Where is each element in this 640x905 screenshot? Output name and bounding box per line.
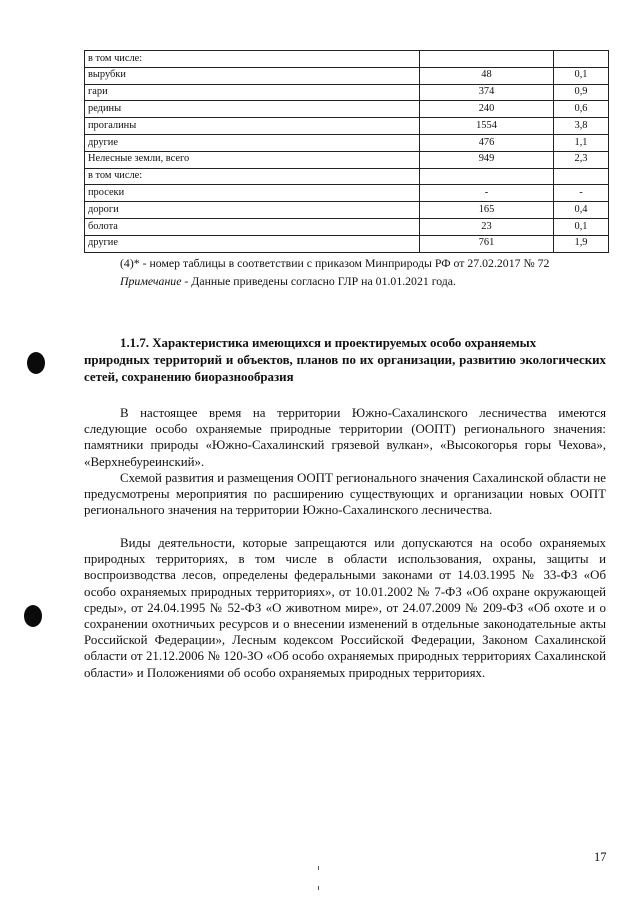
percent-cell: 3,8 xyxy=(554,118,609,135)
table-footnote: (4)* - номер таблицы в соответствии с приказом Минприроды РФ от 27.02.2017 № 72 xyxy=(120,256,550,270)
punch-hole-top xyxy=(27,352,45,374)
paragraph-activities-laws: Виды деятельности, которые запрещаются или допускаются на особо охраняемых природных территориях, в том числе в области использования, охраны, защиты и воспроизводства лесов, определены федеральными законами от 14.03.1995 № 33-ФЗ «Об особо охраняемых природных территориях», от 10.01.2002 № 7-ФЗ «Об охране окружающей среды», от 24.04.1995 № 52-ФЗ «О животном мире», от 24.07.2009 № 209-ФЗ «Об охоте и о сохранении охотничьих ресурсов и о внесении изменений в отдельные законодательные акты Российской Федерации», Лесным кодексом Российской Федерации, Законом Сахалинской области от 21.12.2006 № 120-ЗО «Об особо охраняемых природных территориях Сахалинской области» и Положениями об особо охраняемых природных территориях. xyxy=(84,536,606,680)
category-cell: другие xyxy=(85,235,420,252)
area-cell: - xyxy=(420,185,554,202)
paragraph-development-scheme: Схемой развития и размещения ООПТ регионального значения Сахалинской области не предусмотрены мероприятия по расширению существующих и организации новых ООПТ регионального значения на территории Южно-Сахалинского лесничества. xyxy=(84,471,606,518)
percent-cell xyxy=(554,168,609,185)
section-heading-rest: природных территорий и объектов, планов по их организации, развитию экологических сетей, сохранению биоразнообразия xyxy=(84,353,606,384)
scan-mark xyxy=(318,886,319,890)
remark-text: - Данные приведены согласно ГЛР на 01.01.2021 года. xyxy=(181,274,456,288)
area-cell: 23 xyxy=(420,218,554,235)
category-cell: другие xyxy=(85,134,420,151)
area-cell: 949 xyxy=(420,151,554,168)
percent-cell: 0,1 xyxy=(554,218,609,235)
percent-cell: 1,9 xyxy=(554,235,609,252)
remark-label: Примечание xyxy=(120,274,182,288)
category-cell: редины xyxy=(85,101,420,118)
category-cell: гари xyxy=(85,84,420,101)
page-number: 17 xyxy=(594,850,607,864)
table-row xyxy=(85,218,609,235)
percent-cell: 2,3 xyxy=(554,151,609,168)
section-heading xyxy=(84,335,606,386)
area-cell: 48 xyxy=(420,67,554,84)
category-cell: Нелесные земли, всего xyxy=(85,151,420,168)
table-row xyxy=(85,235,609,252)
table-row xyxy=(85,101,609,118)
table-row xyxy=(85,118,609,135)
section-heading-line1: 1.1.7. Характеристика имеющихся и проектируемых особо охраняемых xyxy=(120,336,537,350)
area-cell xyxy=(420,51,554,68)
category-cell: дороги xyxy=(85,202,420,219)
percent-cell: 0,9 xyxy=(554,84,609,101)
area-cell: 374 xyxy=(420,84,554,101)
category-cell: в том числе: xyxy=(85,51,420,68)
area-cell: 1554 xyxy=(420,118,554,135)
category-cell: вырубки xyxy=(85,67,420,84)
table-row xyxy=(85,151,609,168)
area-cell xyxy=(420,168,554,185)
land-category-table xyxy=(84,50,609,253)
scan-mark xyxy=(318,866,319,870)
table-row xyxy=(85,134,609,151)
percent-cell: 0,1 xyxy=(554,67,609,84)
percent-cell: - xyxy=(554,185,609,202)
table-row xyxy=(85,67,609,84)
table-remark xyxy=(120,274,456,289)
percent-cell xyxy=(554,51,609,68)
table-row xyxy=(85,185,609,202)
area-cell: 165 xyxy=(420,202,554,219)
table-row xyxy=(85,51,609,68)
table-row xyxy=(85,202,609,219)
area-cell: 476 xyxy=(420,134,554,151)
category-cell: прогалины xyxy=(85,118,420,135)
category-cell: болота xyxy=(85,218,420,235)
table-row xyxy=(85,168,609,185)
percent-cell: 0,6 xyxy=(554,101,609,118)
category-cell: просеки xyxy=(85,185,420,202)
area-cell: 240 xyxy=(420,101,554,118)
paragraph-existing-oopt: В настоящее время на территории Южно-Сахалинского лесничества имеются следующие особо охраняемые природные территории (ООПТ) регионального значения: памятники природы «Южно-Сахалинский грязевой вулкан», «Высокогорья горы Чехова», «Верхнебуреинский». xyxy=(84,406,606,469)
area-cell: 761 xyxy=(420,235,554,252)
percent-cell: 0,4 xyxy=(554,202,609,219)
punch-hole-bottom xyxy=(24,605,42,627)
table-row xyxy=(85,84,609,101)
category-cell: в том числе: xyxy=(85,168,420,185)
percent-cell: 1,1 xyxy=(554,134,609,151)
